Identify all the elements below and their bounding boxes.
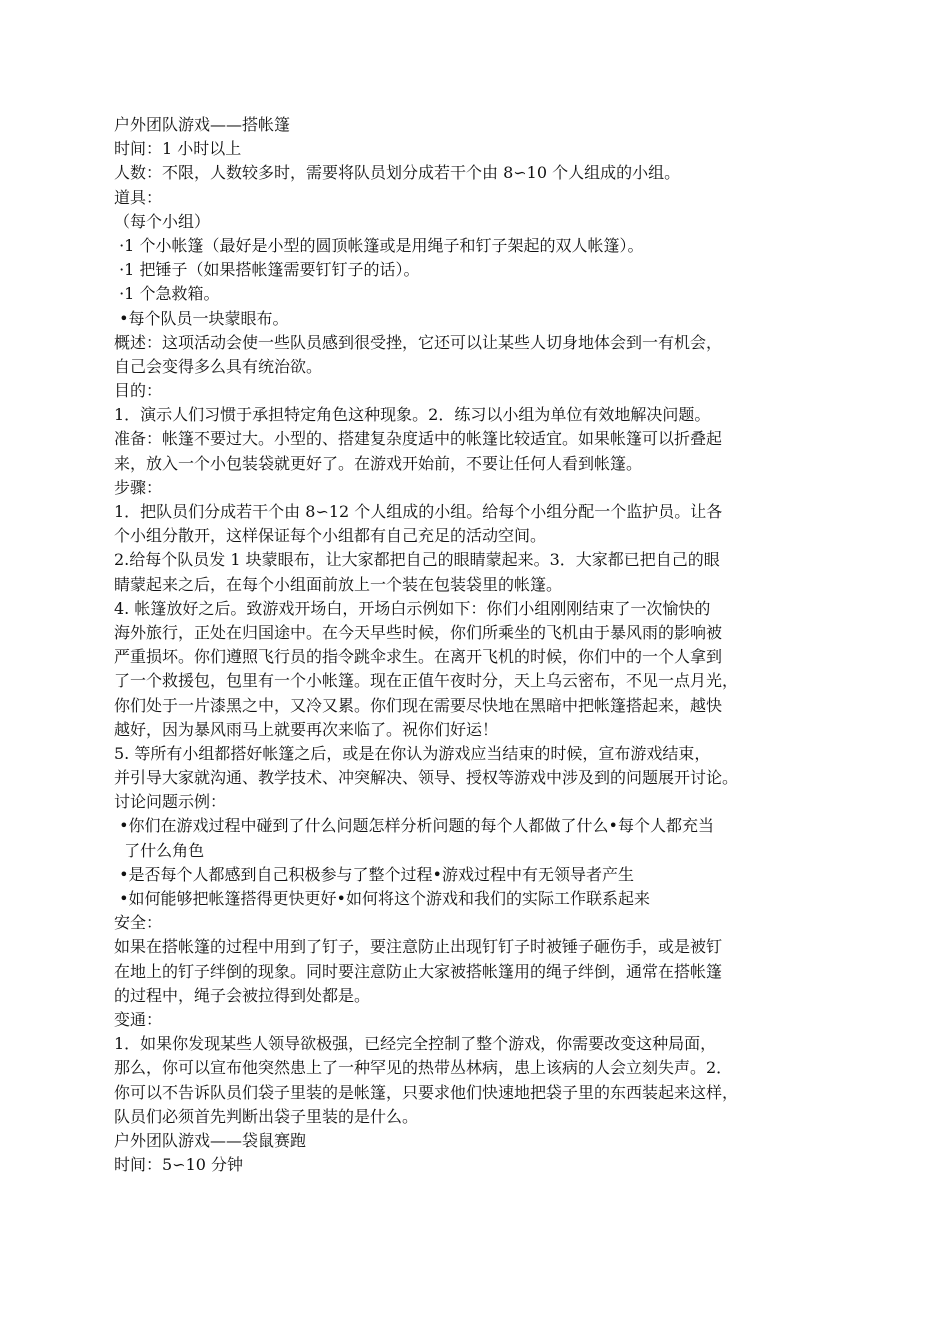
props-item: ·1 个急救箱。 xyxy=(114,284,220,304)
discussion-item: •是否每个人都感到自己积极参与了整个过程•游戏过程中有无领导者产生 xyxy=(114,864,634,884)
props-note: （每个小组） xyxy=(114,211,211,231)
step-text: 你们处于一片漆黑之中，又冷又累。你们现在需要尽快地在黑暗中把帐篷搭起来，越快 xyxy=(114,695,723,715)
section-heading-props: 道具： xyxy=(114,187,163,207)
overview-text: 概述：这项活动会使一些队员感到很受挫，它还可以让某些人切身地体会到一有机会， xyxy=(114,332,723,352)
discussion-item: •如何能够把帐篷搭得更快更好•如何将这个游戏和我们的实际工作联系起来 xyxy=(114,889,650,908)
props-item: ·1 把锤子（如果搭帐篷需要钉钉子的话）。 xyxy=(114,260,420,280)
document-page xyxy=(114,113,854,1177)
safety-text: 在地上的钉子绊倒的现象。同时要注意防止大家被搭帐篷用的绳子绊倒，通常在搭帐篷 xyxy=(114,961,723,981)
overview-text: 自己会变得多么具有统治欲。 xyxy=(114,356,323,376)
step-text: 个小组分散开，这样保证每个小组都有自己充足的活动空间。 xyxy=(114,526,547,546)
next-title: 户外团队游戏——袋鼠赛跑 xyxy=(114,1130,307,1150)
section-heading-steps: 步骤： xyxy=(114,477,163,497)
variation-text: 队员们必须首先判断出袋子里装的是什么。 xyxy=(114,1106,419,1126)
safety-text: 的过程中，绳子会被拉得到处都是。 xyxy=(114,985,371,1005)
step-text: 严重损坏。你们遵照飞行员的指令跳伞求生。在离开飞机的时候，你们中的一个人拿到 xyxy=(114,647,723,667)
section-heading-variations: 变通： xyxy=(114,1009,163,1029)
section-heading-purpose: 目的： xyxy=(114,381,163,401)
variation-text: 1．如果你发现某些人领导欲极强，已经完全控制了整个游戏，你需要改变这种局面， xyxy=(114,1034,717,1054)
step-text: 睛蒙起来之后，在每个小组面前放上一个装在包装袋里的帐篷。 xyxy=(114,574,563,594)
step-text: 了一个救援包，包里有一个小帐篷。现在正值午夜时分，天上乌云密布，不见一点月光， xyxy=(114,671,739,691)
step-text: 越好，因为暴风雨马上就要再次来临了。祝你们好运！ xyxy=(114,719,499,739)
step-text: 海外旅行，正处在归国途中。在今天早些时候，你们所乘坐的飞机由于暴风雨的影响被 xyxy=(114,622,723,642)
doc-people: 人数：不限，人数较多时，需要将队员划分成若干个由 8∽10 个人组成的小组。 xyxy=(114,163,681,183)
step-text: 并引导大家就沟通、教学技术、冲突解决、领导、授权等游戏中涉及到的问题展开讨论。 xyxy=(114,768,739,788)
preparation-text: 准备：帐篷不要过大。小型的、搭建复杂度适中的帐篷比较适宜。如果帐篷可以折叠起 xyxy=(114,429,723,449)
variation-text: 你可以不告诉队员们袋子里装的是帐篷，只要求他们快速地把袋子里的东西装起来这样， xyxy=(114,1082,739,1102)
safety-text: 如果在搭帐篷的过程中用到了钉子，要注意防止出现钉钉子时被锤子砸伤手，或是被钉 xyxy=(114,937,723,957)
section-heading-discussion: 讨论问题示例： xyxy=(114,792,227,812)
step-text: 4. 帐篷放好之后。致游戏开场白，开场白示例如下：你们小组刚刚结束了一次愉快的 xyxy=(114,598,711,618)
doc-title: 户外团队游戏——搭帐篷 xyxy=(114,115,291,134)
step-text: 5. 等所有小组都搭好帐篷之后，或是在你认为游戏应当结束的时候，宣布游戏结束， xyxy=(114,743,711,763)
doc-time: 时间：1 小时以上 xyxy=(114,139,242,159)
step-text: 2.给每个队员发 1 块蒙眼布，让大家都把自己的眼睛蒙起来。3．大家都已把自己的眼 xyxy=(114,550,720,570)
variation-text: 那么，你可以宣布他突然患上了一种罕见的热带丛林病，患上该病的人会立刻失声。2． xyxy=(114,1058,733,1078)
section-heading-safety: 安全： xyxy=(114,913,163,933)
preparation-text: 来，放入一个小包装袋就更好了。在游戏开始前，不要让任何人看到帐篷。 xyxy=(114,453,643,473)
next-time: 时间：5∽10 分钟 xyxy=(114,1155,244,1175)
props-item: ·1 个小帐篷（最好是小型的圆顶帐篷或是用绳子和钉子架起的双人帐篷）。 xyxy=(114,235,644,255)
step-text: 1．把队员们分成若干个由 8∽12 个人组成的小组。给每个小组分配一个监护员。让各 xyxy=(114,502,723,521)
purpose-text: 1．演示人们习惯于承担特定角色这种现象。2．练习以小组为单位有效地解决问题。 xyxy=(114,405,711,425)
discussion-item: •你们在游戏过程中碰到了什么问题怎样分析问题的每个人都做了什么•每个人都充当 xyxy=(114,816,714,836)
discussion-item: 了什么角色 xyxy=(114,840,205,860)
props-item: •每个队员一块蒙眼布。 xyxy=(114,308,289,328)
